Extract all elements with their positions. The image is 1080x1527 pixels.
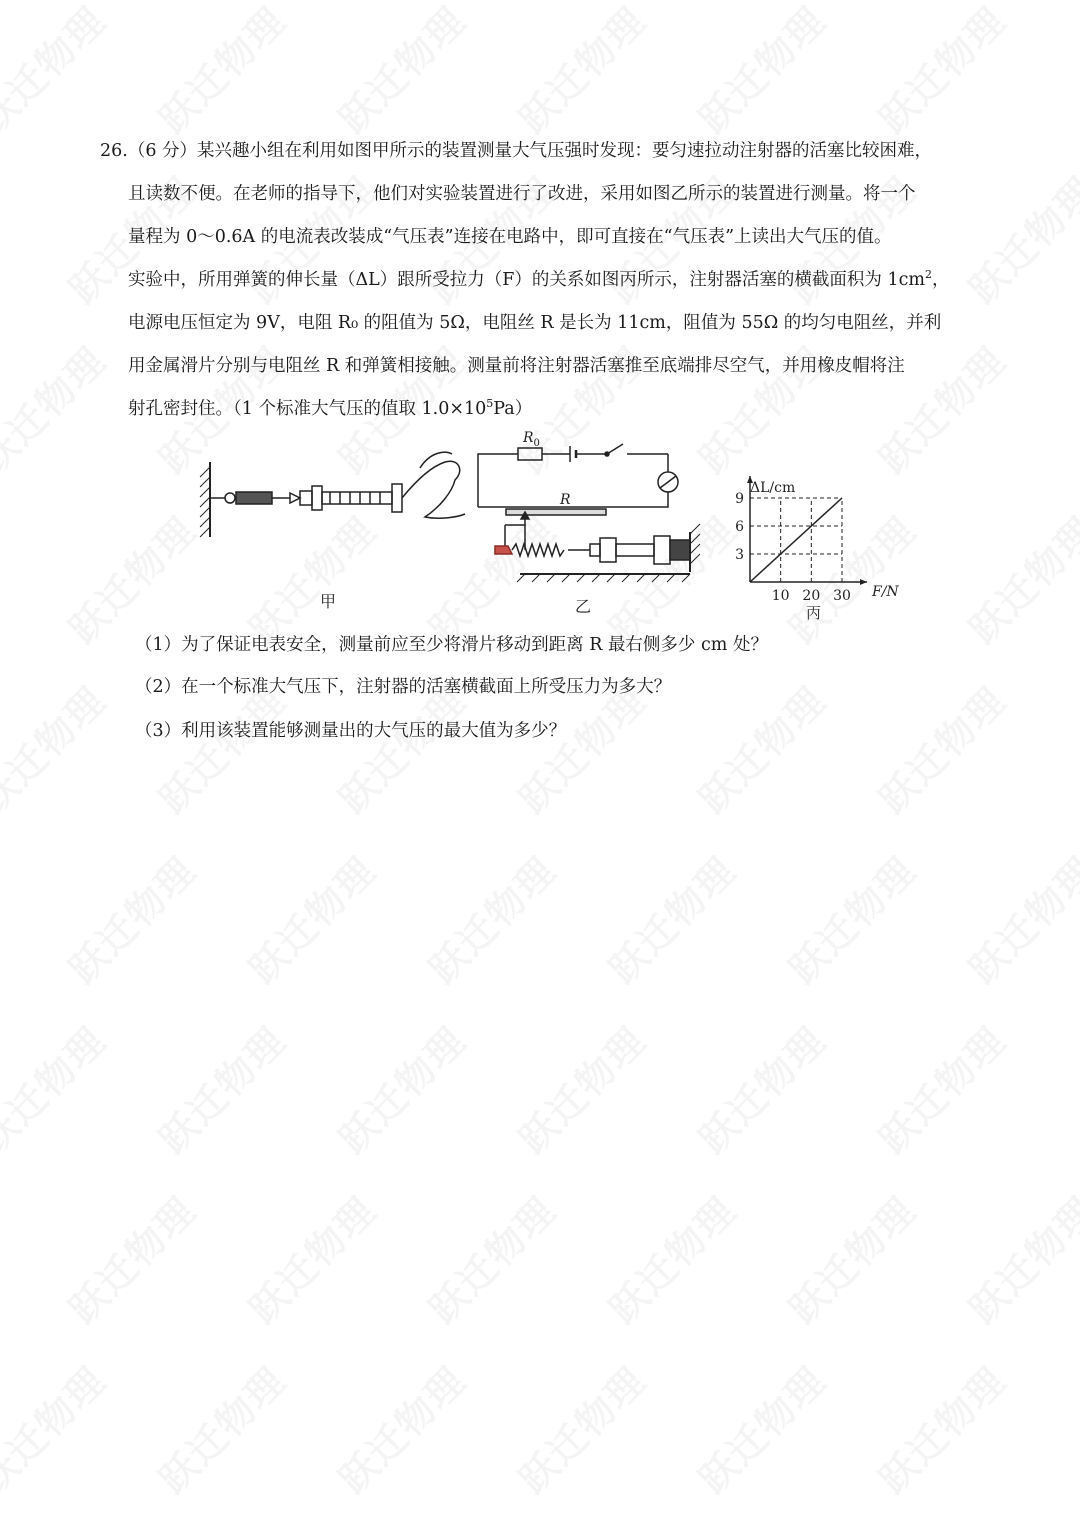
watermark-text: [504, 0, 656, 144]
watermark-text: [504, 1011, 656, 1163]
watermark-text: [324, 1011, 476, 1163]
watermark-text: [0, 0, 116, 144]
watermark-text: [0, 1351, 116, 1503]
question-line-3: 量程为 0～0.6A 的电流表改装成“气压表”连接在电路中，即可直接在“气压表”上读出大气压的值。: [128, 227, 892, 247]
watermark-text: [864, 1011, 1016, 1163]
r-label: R: [560, 492, 571, 508]
chart-y-tick-label: 3: [735, 547, 744, 563]
figure-b-circuit: [478, 444, 700, 582]
chart-y-axis-label: ΔL/cm: [750, 480, 796, 496]
watermark-text: [954, 1181, 1080, 1333]
watermark-text: [684, 0, 836, 144]
r0-label-sub: 0: [533, 438, 540, 449]
figure-a-apparatus: [200, 452, 465, 537]
watermark-text: [234, 841, 386, 993]
r0-label-letter: R: [523, 430, 534, 446]
resistor-r0: [518, 448, 542, 460]
question-line-2: 且读数不便。在老师的指导下，他们对实验装置进行了改进，采用如图乙所示的装置进行测量。将一个: [128, 184, 916, 204]
watermark-text: [54, 1181, 206, 1333]
question-26: [100, 130, 980, 431]
chart-x-tick-label: 30: [833, 588, 851, 604]
watermark-text: [0, 1011, 116, 1163]
pressure-exponent: 5: [486, 397, 494, 410]
question-line-4: [100, 259, 980, 302]
watermark-text: [0, 671, 116, 823]
figure-c-label: 丙: [806, 604, 822, 622]
question-line-1: 26.（6 分）某兴趣小组在利用如图甲所示的装置测量大气压强时发现：要匀速拉动注射器的活塞比较困难，: [100, 141, 933, 161]
chart-y-tick-label: 6: [735, 519, 744, 535]
watermark-text: [414, 841, 566, 993]
area-unit-exponent: 2: [925, 268, 932, 281]
question-line-4-tail: ，: [932, 270, 950, 290]
watermark-text: [324, 0, 476, 144]
watermark-text: [774, 1181, 926, 1333]
sub-question-1: （1）为了保证电表安全，测量前应至少将滑片移动到距离 R 最右侧多少 cm 处？: [135, 635, 768, 655]
watermark-text: [864, 1351, 1016, 1503]
question-line-4-text: 实验中，所用弹簧的伸长量（ΔL）跟所受拉力（F）的关系如图丙所示，注射器活塞的横截面积为 1cm: [128, 270, 925, 290]
watermark-text: [504, 1351, 656, 1503]
chart-x-arrow: [860, 579, 867, 585]
figure-a-label: 甲: [320, 592, 337, 611]
figure-b-label: 乙: [575, 597, 592, 616]
question-line-6: 用金属滑片分别与电阻丝 R 和弹簧相接触。测量前将注射器活塞推至底端排尽空气，并用橡皮帽将注: [128, 356, 905, 376]
switch-blade: [607, 444, 623, 454]
question-line-7-text: 射孔密封住。（1 个标准大气压的值取 1.0×10: [128, 399, 487, 419]
chart-x-tick-label: 20: [802, 588, 821, 604]
watermark-text: [324, 1351, 476, 1503]
resistance-wire-r: [506, 509, 606, 515]
chart-series-line: [750, 498, 842, 582]
watermark-text: [144, 0, 296, 144]
watermark-text: [414, 1181, 566, 1333]
chart-x-axis-label: F/N: [872, 584, 899, 600]
watermark-text: [954, 501, 1080, 653]
chart-x-tick-label: 10: [771, 588, 790, 604]
watermark-text: [594, 1181, 746, 1333]
question-line-7-tail: Pa）: [493, 399, 533, 419]
watermark-text: [144, 1351, 296, 1503]
figures-svg: [190, 422, 910, 632]
watermark-text: [954, 841, 1080, 993]
spring-coil: [512, 544, 564, 556]
question-line-5: 电源电压恒定为 9V，电阻 R₀ 的阻值为 5Ω，电阻丝 R 是长为 11cm，阻值为 55Ω 的均匀电阻丝，并利: [128, 313, 942, 333]
watermark-text: [234, 1181, 386, 1333]
watermark-text: [144, 1011, 296, 1163]
watermark-text: [684, 1351, 836, 1503]
watermark-text: [864, 0, 1016, 144]
watermark-text: [594, 841, 746, 993]
figures-area: [190, 422, 910, 632]
chart-y-tick-label: 9: [735, 491, 744, 507]
watermark-text: [684, 671, 836, 823]
watermark-text: [864, 671, 1016, 823]
watermark-text: [774, 841, 926, 993]
r0-label: [522, 430, 540, 449]
watermark-text: [0, 331, 116, 483]
watermark-text: [684, 1011, 836, 1163]
watermark-text: [54, 841, 206, 993]
sub-question-2: （2）在一个标准大气压下，注射器的活塞横截面上所受压力为多大？: [135, 677, 672, 697]
sub-question-3: （3）利用该装置能够测量出的大气压的最大值为多少？: [135, 721, 567, 741]
